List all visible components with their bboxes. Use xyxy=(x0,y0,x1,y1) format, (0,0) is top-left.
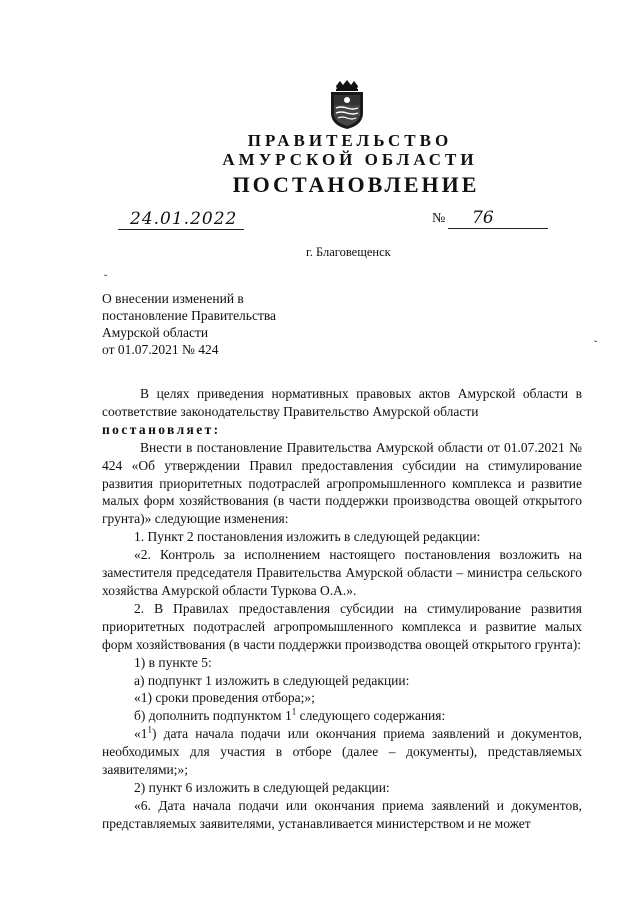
government-name: ПРАВИТЕЛЬСТВО xyxy=(247,131,453,150)
paragraph: а) подпункт 1 изложить в следующей редакции: xyxy=(134,672,410,688)
subject-line: постановление Правительства xyxy=(102,308,277,323)
document-subject xyxy=(102,290,276,358)
document-date: 24.01.2022 xyxy=(118,209,244,230)
paragraph: 2. В Правилах предоставления субсидии на стимулирование развития приоритетных подотраслей агропромышленного комплекса и развитие малых форм хозяйствования (в части поддержки производства овощей открытого грунта): xyxy=(102,600,582,652)
paragraph: 1. Пункт 2 постановления изложить в следующей редакции: xyxy=(134,529,481,545)
document-body xyxy=(102,385,582,833)
paragraph: «6. Дата начала подачи или окончания приема заявлений и документов, представляемых заявителями, устанавливается министерством и не может xyxy=(102,797,582,831)
paragraph: «2. Контроль за исполнением настоящего постановления возложить на заместителя председателя Правительства Амурской области – министра сельского хозяйства Амурской области Туркова О.А.». xyxy=(102,547,582,598)
document-number: 76 xyxy=(448,208,548,229)
text-part: б) дополнить подпунктом 1 xyxy=(134,708,292,724)
superscript: 1 xyxy=(291,706,297,717)
corner-mark-right: ˇ xyxy=(594,340,598,351)
superscript: 1 xyxy=(147,724,152,735)
corner-mark: ˇ xyxy=(104,274,108,285)
preamble: В целях приведения нормативных правовых актов Амурской области в соответствие законодательству Правительство Амурской области xyxy=(102,386,582,419)
resolves-word: постановляет: xyxy=(102,421,221,437)
paragraph xyxy=(102,725,582,779)
region-name: АМУРСКОЙ ОБЛАСТИ xyxy=(222,150,478,169)
paragraph: Внести в постановление Правительства Амурской области от 01.07.2021 № 424 «Об утверждении Правил предоставления субсидии на стимулирование развития приоритетных подотраслей агропромышленного комплекса и развитие малых форм хозяйствования (в части поддержки производства овощей открытого грунта)» следующие изменения: xyxy=(102,439,582,527)
paragraph: 1) в пункте 5: xyxy=(134,654,212,670)
coat-of-arms-icon xyxy=(324,80,370,130)
subject-line: от 01.07.2021 № 424 xyxy=(102,342,219,357)
text-part: ) дата начала подачи или окончания приема заявлений и документов, необходимых для участия в отборе (далее – документы), представляемых заявителями;»; xyxy=(102,726,582,778)
document-type: ПОСТАНОВЛЕНИЕ xyxy=(232,172,480,197)
subject-line: О внесении изменений в xyxy=(102,291,244,306)
number-label: № xyxy=(432,211,446,226)
subject-line: Амурской области xyxy=(102,325,209,340)
city: г. Благовещенск xyxy=(306,245,391,259)
text-part: следующего содержания: xyxy=(296,708,446,724)
text-part: «1 xyxy=(134,726,148,742)
paragraph xyxy=(102,707,582,725)
paragraph: «1) сроки проведения отбора;»; xyxy=(134,690,315,706)
paragraph: 2) пункт 6 изложить в следующей редакции: xyxy=(134,779,390,795)
